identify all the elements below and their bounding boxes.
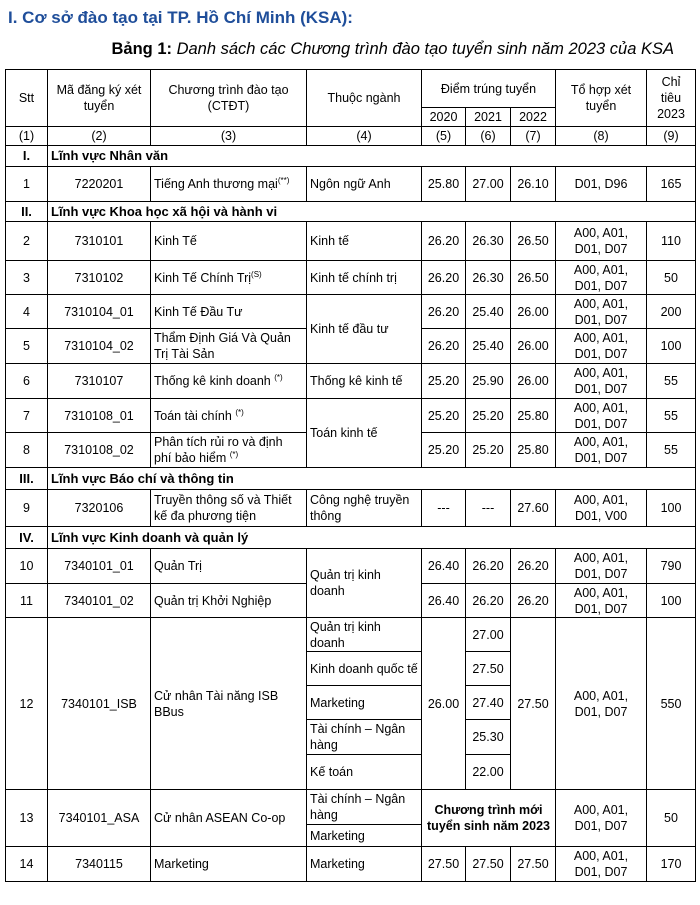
- row-code: 7340101_01: [48, 549, 151, 584]
- row-stt: 6: [6, 364, 48, 399]
- row-major: Kế toán: [307, 755, 422, 790]
- row-stt: 7: [6, 399, 48, 433]
- row-score-2021: 26.20: [466, 549, 511, 584]
- row-program: Truyền thông số và Thiết kế đa phương tiện: [151, 490, 307, 527]
- row-score-2022: 26.20: [511, 549, 556, 584]
- row-combo: A00, A01, D01, D07: [556, 222, 647, 261]
- column-index-row: [6, 127, 696, 146]
- table-caption: [111, 40, 674, 59]
- row-code: 7310101: [48, 222, 151, 261]
- row-major: Tài chính – Ngân hàng: [307, 790, 422, 825]
- row-major: Quản trị kinh doanh: [307, 618, 422, 652]
- row-combo: A00, A01, D01, D07: [556, 295, 647, 329]
- row-combo: A00, A01, D01, V00: [556, 490, 647, 527]
- section-title: Lĩnh vực Nhân văn: [48, 146, 696, 167]
- index-cell: (6): [466, 127, 511, 146]
- table-row: [6, 295, 696, 329]
- row-score-2020: ---: [422, 490, 466, 527]
- section-row: [6, 468, 696, 490]
- row-combo: A00, A01, D01, D07: [556, 261, 647, 295]
- row-program: Kinh Tế: [151, 222, 307, 261]
- row-program: [151, 167, 307, 202]
- row-program: Kinh Tế Đầu Tư: [151, 295, 307, 329]
- row-stt: 2: [6, 222, 48, 261]
- row-code: 7310104_01: [48, 295, 151, 329]
- row-program: Cử nhân Tài năng ISB BBus: [151, 618, 307, 790]
- table-row: [6, 847, 696, 882]
- row-quota: 55: [647, 364, 696, 399]
- header-2022: 2022: [511, 108, 556, 127]
- row-score-2020: 26.20: [422, 261, 466, 295]
- section-title: Lĩnh vực Báo chí và thông tin: [48, 468, 696, 490]
- row-score-2021: 25.20: [466, 433, 511, 468]
- index-cell: (8): [556, 127, 647, 146]
- row-score-2021: 26.30: [466, 222, 511, 261]
- section-number: IV.: [6, 527, 48, 549]
- row-major: Kinh tế đầu tư: [307, 295, 422, 364]
- row-stt: 4: [6, 295, 48, 329]
- row-major: Toán kinh tế: [307, 399, 422, 468]
- row-score-2020: 26.00: [422, 618, 466, 790]
- header-quota: Chỉ tiêu 2023: [647, 70, 696, 127]
- row-program: [151, 399, 307, 433]
- table-row: [6, 167, 696, 202]
- table-row: [6, 364, 696, 399]
- row-combo: A00, A01, D01, D07: [556, 618, 647, 790]
- row-combo: A00, A01, D01, D07: [556, 329, 647, 364]
- row-score-2020: 26.20: [422, 295, 466, 329]
- row-score-2021: 27.50: [466, 847, 511, 882]
- row-stt: 1: [6, 167, 48, 202]
- row-combo: A00, A01, D01, D07: [556, 549, 647, 584]
- row-stt: 14: [6, 847, 48, 882]
- programs-table: [5, 69, 696, 882]
- header-code: Mã đăng ký xét tuyển: [48, 70, 151, 127]
- row-score-2022: 26.50: [511, 261, 556, 295]
- table-row: [6, 549, 696, 584]
- row-program: Quản trị Khởi Nghiệp: [151, 584, 307, 618]
- program-name: Phân tích rủi ro và định phí bảo hiểm: [154, 435, 283, 465]
- row-score-2022: 26.20: [511, 584, 556, 618]
- caption-label: Bảng 1:: [111, 40, 172, 58]
- row-major: Kinh tế: [307, 222, 422, 261]
- row-stt: 3: [6, 261, 48, 295]
- row-program: Quản Trị: [151, 549, 307, 584]
- row-score-2020: 26.40: [422, 584, 466, 618]
- row-score-2020: 27.50: [422, 847, 466, 882]
- row-code: 7320106: [48, 490, 151, 527]
- section-number: I.: [6, 146, 48, 167]
- row-program: [151, 261, 307, 295]
- row-quota: 550: [647, 618, 696, 790]
- program-note-mark: (S): [251, 269, 262, 279]
- header-2021: 2021: [466, 108, 511, 127]
- row-score-2021: 26.20: [466, 584, 511, 618]
- row-score-2021: 25.20: [466, 399, 511, 433]
- row-program: Marketing: [151, 847, 307, 882]
- row-combo: A00, A01, D01, D07: [556, 584, 647, 618]
- index-cell: (7): [511, 127, 556, 146]
- row-stt: 13: [6, 790, 48, 847]
- row-combo: D01, D96: [556, 167, 647, 202]
- section-title: Lĩnh vực Kinh doanh và quản lý: [48, 527, 696, 549]
- row-quota: 165: [647, 167, 696, 202]
- header-scores: Điểm trúng tuyển: [422, 70, 556, 108]
- header-combo: Tổ hợp xét tuyển: [556, 70, 647, 127]
- row-score-2021: 25.40: [466, 295, 511, 329]
- program-name: Kinh Tế Chính Trị: [154, 270, 252, 285]
- row-score-2021: 27.00: [466, 618, 511, 652]
- section-title: Lĩnh vực Khoa học xã hội và hành vi: [48, 202, 696, 222]
- row-major: Quản trị kinh doanh: [307, 549, 422, 618]
- row-quota: 50: [647, 790, 696, 847]
- table-row: [6, 618, 696, 652]
- row-score-2020: 25.20: [422, 364, 466, 399]
- program-name: Thống kê kinh doanh: [154, 374, 271, 388]
- row-code: 7340101_ISB: [48, 618, 151, 790]
- program-note-mark: (*): [235, 407, 244, 417]
- row-score-2022: 27.50: [511, 847, 556, 882]
- program-note-mark: (**): [277, 175, 290, 185]
- row-score-2022: 25.80: [511, 433, 556, 468]
- section-heading: I. Cơ sở đào tạo tại TP. Hồ Chí Minh (KSA):: [8, 8, 353, 27]
- row-score-2021: 25.30: [466, 720, 511, 755]
- index-cell: (3): [151, 127, 307, 146]
- row-code: 7310108_02: [48, 433, 151, 468]
- row-quota: 790: [647, 549, 696, 584]
- row-score-2022: 27.60: [511, 490, 556, 527]
- row-code: 7220201: [48, 167, 151, 202]
- row-quota: 100: [647, 584, 696, 618]
- row-program: [151, 364, 307, 399]
- row-stt: 10: [6, 549, 48, 584]
- row-major: Ngôn ngữ Anh: [307, 167, 422, 202]
- row-quota: 100: [647, 490, 696, 527]
- row-major: Kinh tế chính trị: [307, 261, 422, 295]
- row-score-2022: 26.00: [511, 329, 556, 364]
- table-row: [6, 399, 696, 433]
- section-row: [6, 146, 696, 167]
- table-row: [6, 790, 696, 825]
- row-score-2020: 25.20: [422, 433, 466, 468]
- row-major: Marketing: [307, 825, 422, 847]
- row-quota: 50: [647, 261, 696, 295]
- row-major: Công nghệ truyền thông: [307, 490, 422, 527]
- row-quota: 200: [647, 295, 696, 329]
- row-score-2021: 22.00: [466, 755, 511, 790]
- row-score-2020: 25.20: [422, 399, 466, 433]
- row-combo: A00, A01, D01, D07: [556, 847, 647, 882]
- row-score-2022: 27.50: [511, 618, 556, 790]
- section-row: [6, 202, 696, 222]
- row-stt: 5: [6, 329, 48, 364]
- header-major: Thuộc ngành: [307, 70, 422, 127]
- row-major: Kinh doanh quốc tế: [307, 652, 422, 686]
- row-stt: 11: [6, 584, 48, 618]
- header-stt: Stt: [6, 70, 48, 127]
- section-number: II.: [6, 202, 48, 222]
- table-row: [6, 261, 696, 295]
- row-stt: 8: [6, 433, 48, 468]
- row-code: 7310108_01: [48, 399, 151, 433]
- row-code: 7340101_ASA: [48, 790, 151, 847]
- row-score-2020: 26.20: [422, 329, 466, 364]
- row-stt: 12: [6, 618, 48, 790]
- row-program: Thẩm Định Giá Và Quản Trị Tài Sản: [151, 329, 307, 364]
- row-combo: A00, A01, D01, D07: [556, 399, 647, 433]
- row-score-2022: 26.00: [511, 295, 556, 329]
- row-score-2021: 25.90: [466, 364, 511, 399]
- row-score-2022: 25.80: [511, 399, 556, 433]
- row-code: 7310107: [48, 364, 151, 399]
- row-code: 7340101_02: [48, 584, 151, 618]
- row-score-2022: 26.50: [511, 222, 556, 261]
- caption-text: Danh sách các Chương trình đào tạo tuyển sinh năm 2023 của KSA: [176, 40, 674, 58]
- index-cell: (1): [6, 127, 48, 146]
- index-cell: (2): [48, 127, 151, 146]
- row-score-2022: 26.10: [511, 167, 556, 202]
- row-major: Tài chính – Ngân hàng: [307, 720, 422, 755]
- new-program-note: Chương trình mới tuyển sinh năm 2023: [422, 790, 556, 847]
- program-name: Toán tài chính: [154, 408, 232, 423]
- row-major: Marketing: [307, 686, 422, 720]
- row-score-2020: 26.40: [422, 549, 466, 584]
- row-code: 7310102: [48, 261, 151, 295]
- index-cell: (5): [422, 127, 466, 146]
- index-cell: (4): [307, 127, 422, 146]
- index-cell: (9): [647, 127, 696, 146]
- row-program: Cử nhân ASEAN Co-op: [151, 790, 307, 847]
- row-code: 7340115: [48, 847, 151, 882]
- row-quota: 55: [647, 399, 696, 433]
- section-number: III.: [6, 468, 48, 490]
- section-row: [6, 527, 696, 549]
- row-score-2021: 26.30: [466, 261, 511, 295]
- row-major: Thống kê kinh tế: [307, 364, 422, 399]
- row-combo: A00, A01, D01, D07: [556, 790, 647, 847]
- row-score-2020: 25.80: [422, 167, 466, 202]
- table-row: [6, 222, 696, 261]
- row-combo: A00, A01, D01, D07: [556, 433, 647, 468]
- header-program: Chương trình đào tạo (CTĐT): [151, 70, 307, 127]
- row-score-2022: 26.00: [511, 364, 556, 399]
- header-row: [6, 70, 696, 108]
- header-2020: 2020: [422, 108, 466, 127]
- row-quota: 55: [647, 433, 696, 468]
- row-code: 7310104_02: [48, 329, 151, 364]
- row-quota: 110: [647, 222, 696, 261]
- row-score-2021: 27.00: [466, 167, 511, 202]
- row-quota: 100: [647, 329, 696, 364]
- row-stt: 9: [6, 490, 48, 527]
- row-quota: 170: [647, 847, 696, 882]
- row-major: Marketing: [307, 847, 422, 882]
- row-score-2021: 25.40: [466, 329, 511, 364]
- row-score-2021: 27.40: [466, 686, 511, 720]
- row-score-2021: 27.50: [466, 652, 511, 686]
- row-score-2021: ---: [466, 490, 511, 527]
- table-row: [6, 490, 696, 527]
- row-program: [151, 433, 307, 468]
- program-note-mark: (*): [229, 449, 239, 459]
- program-name: Tiếng Anh thương mại: [154, 177, 278, 191]
- program-note-mark: (*): [274, 372, 283, 382]
- row-combo: A00, A01, D01, D07: [556, 364, 647, 399]
- row-score-2020: 26.20: [422, 222, 466, 261]
